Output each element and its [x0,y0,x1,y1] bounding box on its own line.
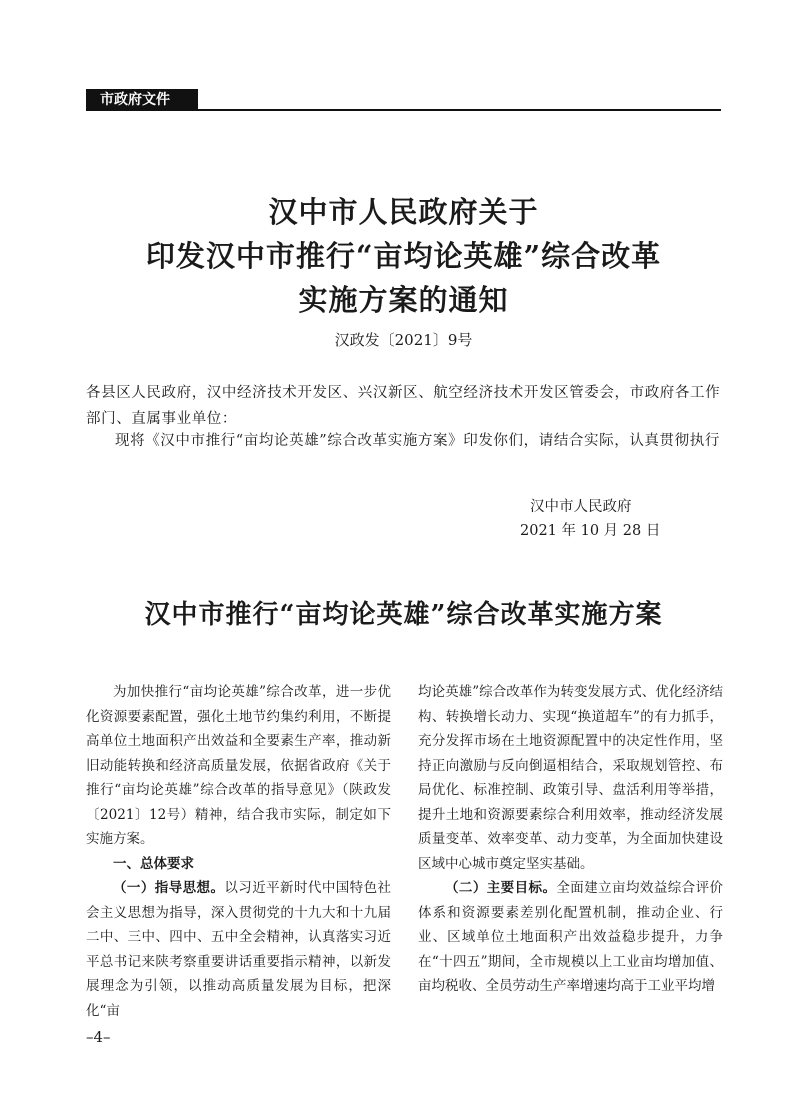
guiding-text: 以习近平新时代中国特色社会主义思想为指导，深入贯彻党的十九大和十九届二中、三中、四中、五中全会精神，认真落实习近平总书记来陕考察重要讲话重要指示精神，以新发展理念为引领，以推动高质量发展为目标，把深化“亩 [86,880,392,1019]
section-heading: 一、总体要求 [113,855,194,872]
addressee: 各县区人民政府，汉中经济技术开发区、兴汉新区、航空经济技术开发区管委会，市政府各工作部门、直属事业单位： [86,385,721,427]
notice-title [86,190,721,322]
goal-text: 全面建立亩均效益综合评价体系和资源要素差别化配置机制，推动企业、行业、区域单位土地面积产出效益稳步提升，力争在“十四五”期间，全市规模以上工业亩均增加值、亩均税收、全员劳动生产率增速均高于工业平均增 [418,880,724,994]
intro-paragraph: 为加快推行“亩均论英雄”综合改革，进一步优化资源要素配置，强化土地节约集约利用，不断提高单位土地面积产出效益和全要素生产率，推动新旧动能转换和经济高质量发展，依据省政府《关于推行“亩均论英雄”综合改革的指导意见》（陕政发〔2021〕12号）精神，结合我市实际，制定如下实施方案。 [86,684,391,847]
doc-number: 汉政发〔2021〕9号 [334,331,473,349]
signature-org: 汉中市人民政府 [530,499,632,515]
guiding-continuation: 均论英雄”综合改革作为转变发展方式、优化经济结构、转换增长动力、实现“换道超车”的有力抓手，充分发挥市场在土地资源配置中的决定性作用，坚持正向激励与反向倒逼相结合，采取规划管控、布局优化、标准控制、政策引导、盘活利用等举措，提升土地和资源要素综合利用效率，推动经济发展质量变革、效率变革、动力变革，为全面加快建设区域中心城市奠定坚实基础。 [418,684,723,872]
goal-paragraph [418,876,723,999]
notice-body: 现将《汉中市推行“亩均论英雄”综合改革实施方案》印发你们，请结合实际，认真贯彻执行 [115,433,720,449]
header-tag: 市政府文件 [86,89,198,111]
body-column-left [86,680,391,1023]
header-rule [86,109,721,111]
notice-title-line-2: 印发汉中市推行“亩均论英雄”综合改革 [145,239,662,273]
guiding-label: （一）指导思想。 [113,880,225,896]
signature-date: 2021 年 10 月 28 日 [520,523,661,539]
goal-label: （二）主要目标。 [445,880,557,896]
notice-title-line-3: 实施方案的通知 [298,283,509,317]
page-number: –4– [86,1028,111,1046]
plan-title: 汉中市推行“亩均论英雄”综合改革实施方案 [144,600,663,630]
notice-title-line-1: 汉中市人民政府关于 [268,195,539,229]
guiding-paragraph [86,876,391,1023]
body-column-right [418,680,723,999]
